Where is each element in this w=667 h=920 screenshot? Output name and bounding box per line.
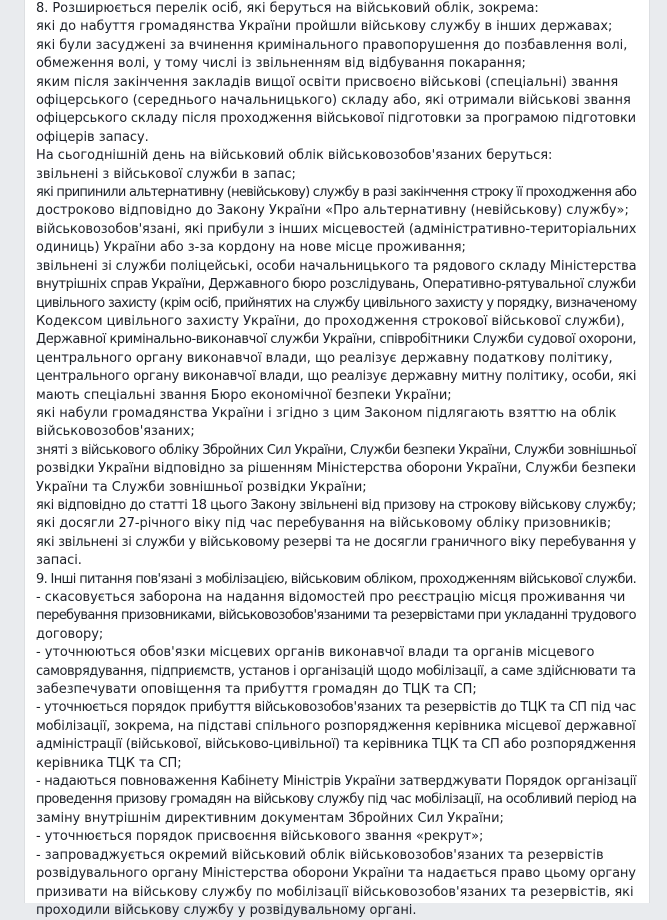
post-card [24,0,650,918]
post-text-line: центрального органу виконавчої влади, що реалізує державну митну політику, особи, які [36,369,637,385]
post-text-line: офіцерів запасу. [36,129,149,145]
post-text-line: одиниць) України або з-за кордону на нове місце проживання; [36,240,466,256]
post-text-line: заміну внутрішнім директивним документам Збройних Сил України; [36,810,504,826]
post-text-line: На сьогоднішній день на військовий облік військовозобов'язаних беруться: [36,148,553,164]
post-text-line: центрального органу виконавчої влади, що реалізує державну податкову політику, [36,350,613,366]
post-text-line: забезпечувати оповіщення та прибуття громадян до ТЦК та СП; [36,682,477,698]
post-text-line: розвідки України відповідно за рішенням Міністерства оборони України, Служби безпеки [36,461,636,477]
post-text-line: яким після закінчення закладів вищої освіти присвоєно військові (спеціальні) звання [36,74,619,90]
post-text-line: військовозобов'язані, які прибули з інших місцевостей (адміністративно-територіальних [36,221,637,237]
post-text-line: які набули громадянства України і згідно з цим Законом підлягають взяттю на облік [36,405,617,421]
post-text-line: договору; [36,626,104,642]
post-text-line: звільнені зі служби поліцейські, особи начальницького та рядового складу Міністерства [36,258,637,274]
post-text-line: України та Служби зовнішньої розвідки України; [36,479,367,495]
post-text-line: - скасовується заборона на надання відомостей про реєстрацію місця проживання чи [36,590,626,605]
post-text-line: обмеження волі, у тому числі із звільненням від відбування покарання; [36,56,526,72]
post-text [36,0,636,920]
post-text-line: достроково відповідно до Закону України «Про альтернативну (невійськову) службу»; [36,203,629,219]
post-text-line: - уточнюється порядок присвоєння військового звання «рекрут»; [36,829,484,845]
post-text-line: цивільного захисту (крім осіб, прийнятих на службу цивільного захисту у порядку, визначеному [36,295,637,311]
post-text-line: - надаються повноваження Кабінету Міністрів України затверджувати Порядок організації [36,774,637,790]
post-text-line: проходили військову службу у розвідувальному органі. [36,902,417,918]
post-text-line: 8. Розширюється перелік осіб, які беруться на військовий облік, зокрема: [36,1,539,16]
post-text-line: офіцерського складу після проходження військової підготовки за програмою підготовки [36,111,636,127]
post-text-line: - уточнюються обов'язки місцевих органів виконавчої влади та органів місцевого [36,645,595,661]
post-text-line: Державної кримінально-виконавчої служби України, співробітники Служби судової охорони, [36,332,637,348]
post-text-line: запасі. [36,553,82,569]
post-text-line: внутрішніх справ України, Державного бюро розслідувань, Оперативно-рятувальної служби [36,277,636,293]
post-text-line: адміністрації (військової, військово-цивільної) та керівника ТЦК та СП або розпорядження [36,737,636,753]
post-text-line: які звільнені зі служби у військовому резерві та не досягли граничного віку перебування у [36,534,636,550]
post-text-line: розвідувального органу Міністерства оборони України та надається право цьому органу [36,866,636,882]
post-text-line: - запроваджується окремий військовий облік військовозобов'язаних та резервістів [36,847,604,863]
post-text-line: 9. Інші питання пов'язані з мобілізацією, військовим обліком, проходженням військової служби. [36,571,637,587]
post-text-line: самоврядування, підприємств, установ і організацій щодо мобілізації, а саме здійснювати та [36,663,636,679]
post-text-line: які були засуджені за вчинення кримінального правопорушення до позбавлення волі, [36,37,628,53]
post-text-line: мають спеціальні звання Бюро економічної безпеки України; [36,387,452,403]
post-text-line: які припинили альтернативну (невійськову) службу в разі закінчення строку її проходження або [36,185,637,201]
post-text-line: Кодексом цивільного захисту України, до проходження строкової військової служби), [36,313,625,329]
post-text-line: звільнені з військової служби в запас; [36,166,296,182]
post-text-line: які досягли 27-річного віку під час перебування на військовому обліку призовників; [36,516,612,532]
post-text-line: - уточнюється порядок прибуття військовозобов'язаних та резервістів до ТЦК та СП під час [36,700,636,716]
post-text-line: зняті з військового обліку Збройних Сил України, Служби безпеки України, Служби зовнішньої [36,442,636,458]
post-text-line: мобілізації, зокрема, на підставі спільного розпорядження керівника місцевої державної [36,718,636,734]
post-text-line: які до набуття громадянства України пройшли військову службу в інших державах; [36,19,613,35]
post-text-line: проведення призову громадян на військову службу під час мобілізації, на особливий період на [36,792,637,808]
post-text-line: призивати на військову службу по мобілізації військовозобов'язаних та резервістів, які [36,884,634,900]
post-text-line: керівника ТЦК та СП; [36,755,182,771]
post-text-line: перебування призовниками, військовозобов'язаними та резервістами при укладанні трудового [36,608,636,624]
post-text-line: які відповідно до статті 18 цього Закону звільнені від призову на строкову військову службу; [36,497,636,513]
post-text-line: військовозобов'язаних; [36,424,195,440]
post-text-line: офіцерського (середнього начальницького) складу або, які отримали військові звання [36,93,631,109]
